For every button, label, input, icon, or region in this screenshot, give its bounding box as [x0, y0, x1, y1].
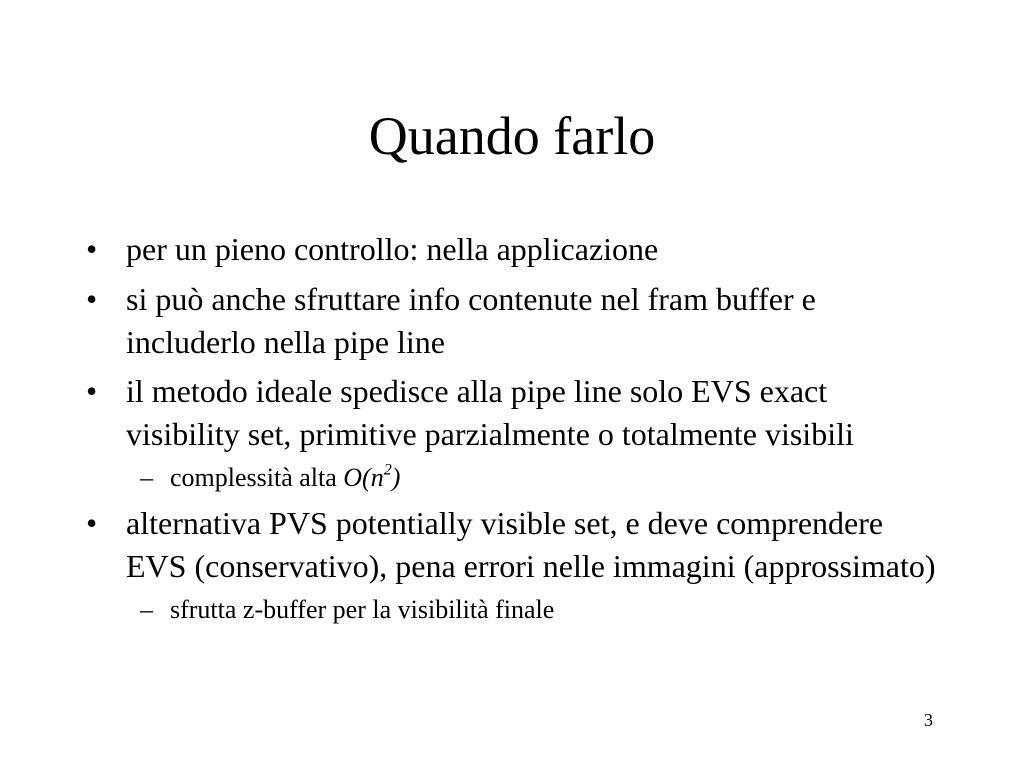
sub-bullet-item — [86, 460, 946, 496]
bullet-item — [86, 370, 946, 456]
sub-bullet-item — [86, 592, 946, 628]
bullet-list — [86, 228, 946, 628]
bullet-icon: • — [86, 281, 98, 317]
bullet-icon: • — [86, 505, 98, 541]
dash-icon: – — [140, 595, 153, 624]
bullet-text: si può anche sfruttare info contenute nel fram buffer e includerlo nella pipe line — [126, 281, 816, 360]
bullet-item — [86, 502, 946, 588]
bullet-item — [86, 228, 946, 271]
formula-exponent: 2 — [383, 461, 392, 479]
bullet-icon: • — [86, 373, 98, 409]
sub-bullet-text: complessità alta — [170, 463, 344, 492]
page-number: 3 — [924, 710, 933, 730]
complexity-formula: $O(n^2)$ — [343, 461, 401, 492]
bullet-icon: • — [86, 231, 98, 267]
bullet-item — [86, 278, 946, 364]
bullet-text: alternativa PVS potentially visible set, e deve comprendere EVS (conservativo), pena errori nelle immagini (approssimato) — [126, 505, 936, 584]
bullet-text: per un pieno controllo: nella applicazione — [126, 231, 659, 267]
slide-title: Quando farlo — [368, 106, 656, 166]
bullet-text: il metodo ideale spedisce alla pipe line solo EVS exact visibility set, primitive parzialmente o totalmente visibili — [126, 373, 854, 452]
sub-bullet-text: sfrutta z-buffer per la visibilità finale — [170, 595, 555, 624]
dash-icon: – — [140, 463, 153, 492]
